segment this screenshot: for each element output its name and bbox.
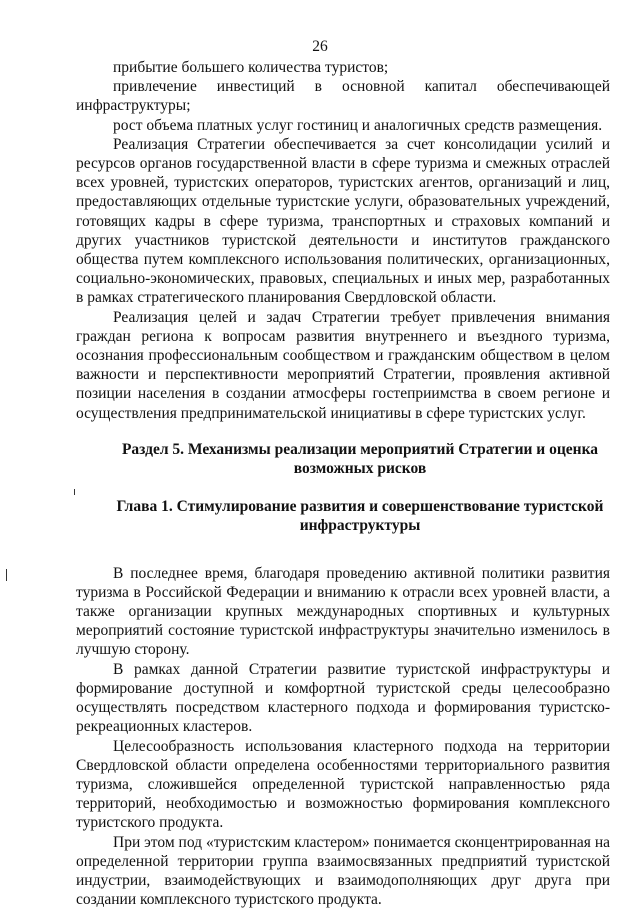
paragraph: Реализация Стратегии обеспечивается за счет консолидации усилий и ресурсов органов государственной власти в сфере туризма и смежных отраслей всех уровней, туристских операторов, туристских агентов, организаций и лиц, предоставляющих отдельные туристские услуги, образовательных учреждений, готовящих кадры в сфере туризма, транспортных и страховых компаний и других участников туристской деятельности и институтов гражданского общества путем комплексного использования политических, организационных, социально-экономических, правовых, специальных и иных мер, разработанных в рамках стратегического планирования Свердловской области. [76, 135, 610, 307]
paragraph: прибытие большего количества туристов; [113, 59, 389, 76]
scan-mark [74, 489, 75, 495]
paragraph: При этом под «туристским кластером» понимается сконцентрированная на определенной территории группа взаимосвязанных предприятий туристской индустрии, взаимодействующих и взаимодополняющих друг друга при создании комплексного туристского продукта. [76, 833, 610, 909]
paragraph: Целесообразность использования кластерного подхода на территории Свердловской области определена особенностями территориального развития туризма, сложившейся определенной туристской направленностью ряда территорий, необходимостью и возможностью формирования комплексного туристского продукта. [76, 737, 610, 832]
page-number: 26 [312, 38, 328, 55]
paragraph: В последнее время, благодаря проведению активной политики развития туризма в Российской Федерации и вниманию к отрасли всех уровней власти, а также организации крупных международных спортивных и культурных мероприятий состояние туристской инфраструктуры значительно изменилось в лучшую сторону. [76, 564, 610, 659]
scan-mark [6, 569, 7, 581]
chapter-heading: Глава 1. Стимулирование развития и совершенствование туристской инфраструктуры [116, 498, 604, 535]
paragraph: привлечение инвестиций в основной капитал обеспечивающей инфраструктуры; [76, 78, 610, 115]
section-heading: Раздел 5. Механизмы реализации мероприятий Стратегии и оценка возможных рисков [121, 440, 599, 478]
paragraph: Реализация целей и задач Стратегии требует привлечения внимания граждан региона к вопросам развития внутреннего и въездного туризма, осознания профессиональным сообществом и гражданским обществом в целом важности и перспективности мероприятий Стратегии, проявления активной позиции населения в создании атмосферы гостеприимства в своем регионе и осуществления предпринимательской инициативы в сфере туристских услуг. [76, 308, 610, 422]
paragraph: рост объема платных услуг гостиниц и аналогичных средств размещения. [113, 116, 603, 134]
paragraph: В рамках данной Стратегии развитие туристской инфраструктуры и формирование доступной и комфортной туристской среды целесообразно осуществлять посредством кластерного подхода и формирования туристско-рекреационных кластеров. [76, 660, 610, 736]
document-body [76, 58, 610, 909]
